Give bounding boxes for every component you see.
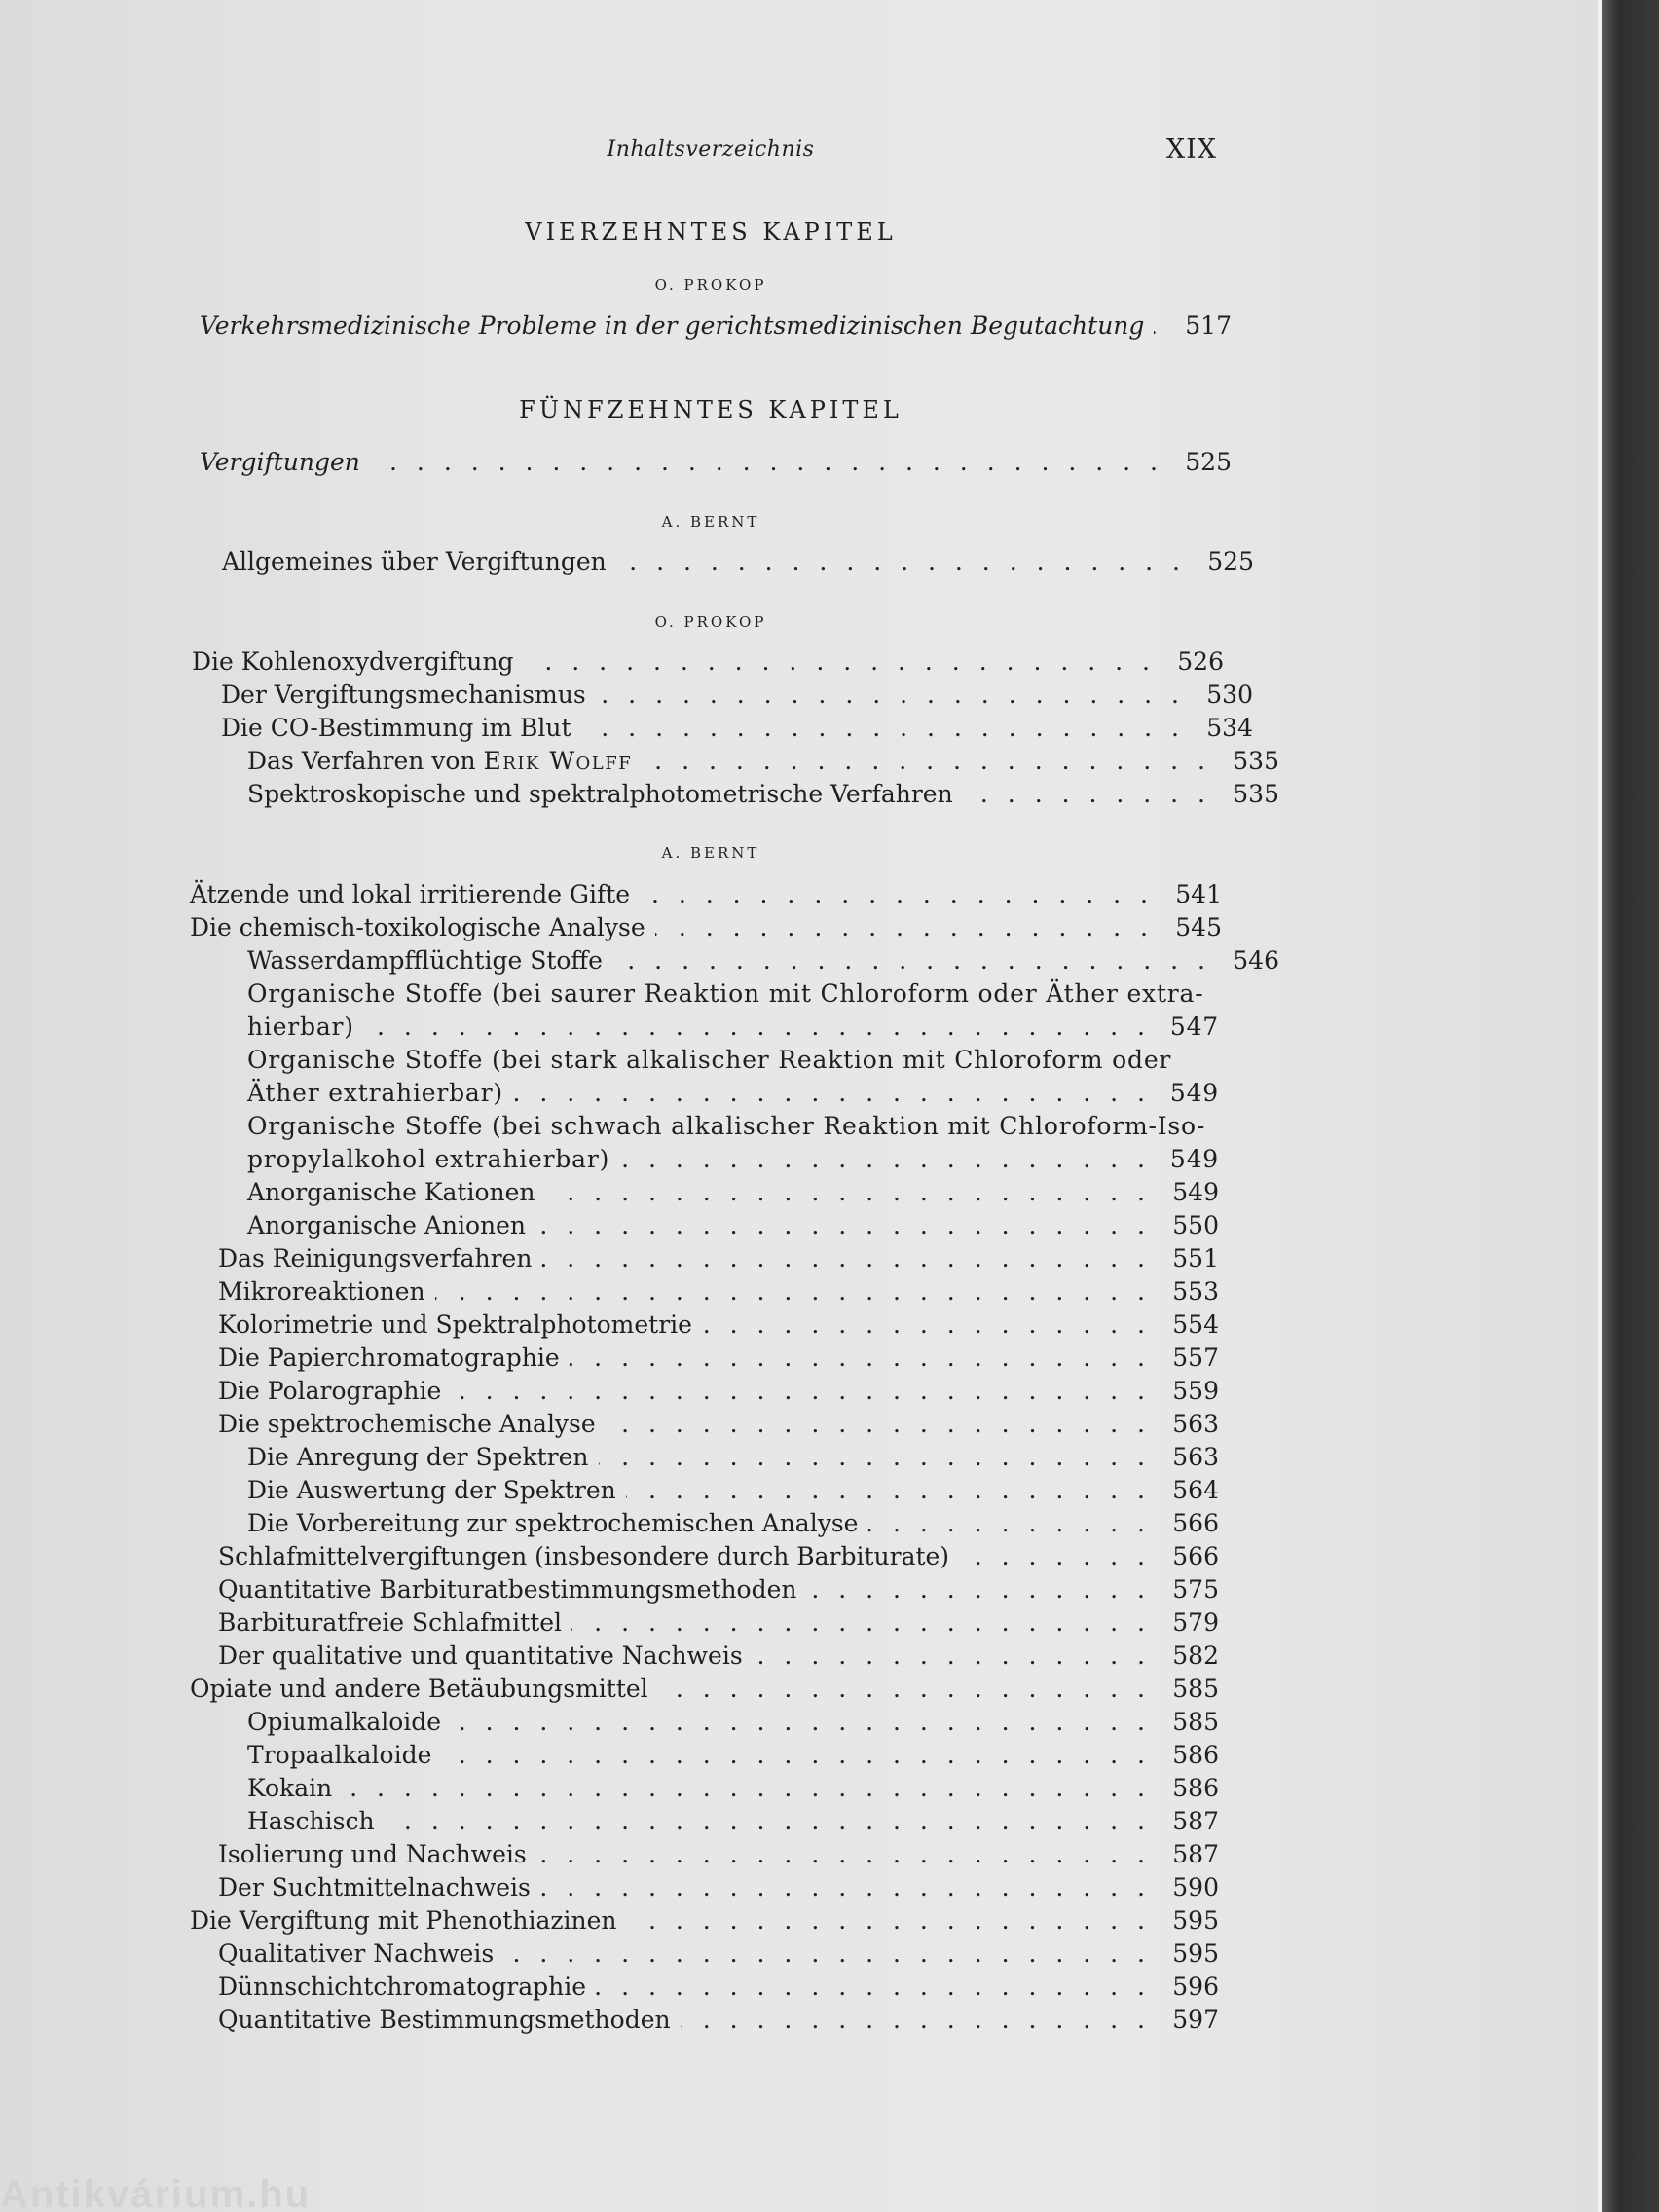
toc-entry-line1: Organische Stoffe (bei schwach alkalischer Reaktion mit Chloroform-Iso- — [247, 1112, 1206, 1140]
toc-entry-title: Die Vergiftung mit Phenothiazinen — [190, 1906, 617, 1935]
toc-entry-title: Spektroskopische und spektralphotometrische Verfahren — [247, 780, 953, 808]
toc-entry-title: Quantitative Bestimmungsmethoden — [218, 2006, 671, 2034]
toc-entry — [218, 1871, 1219, 1904]
toc-entry-title: Tropaalkaloide — [247, 1741, 432, 1769]
toc-entry-title: Die Kohlenoxydvergiftung — [192, 647, 514, 676]
toc-entry — [247, 1176, 1219, 1209]
section-author: A. BERNT — [661, 844, 760, 862]
toc-entry — [218, 1275, 1219, 1309]
toc-entry-page: 582 — [1172, 1641, 1219, 1670]
toc-entry-title: Haschisch — [247, 1807, 375, 1835]
toc-entry-title: Die CO-Bestimmung im Blut — [221, 714, 571, 742]
toc-entry-title: Quantitative Barbituratbestimmungsmethoden — [218, 1575, 797, 1604]
toc-entry-page: 525 — [1185, 448, 1232, 476]
toc-entry-page: 586 — [1172, 1741, 1219, 1769]
toc-entry — [218, 1408, 1219, 1441]
toc-entry — [247, 1474, 1219, 1507]
toc-entry-page: 563 — [1172, 1410, 1219, 1438]
toc-entry — [190, 911, 1222, 944]
toc-entry-page: 587 — [1172, 1807, 1219, 1835]
page-edge-shadow — [1602, 0, 1659, 2212]
toc-entry — [247, 1143, 1219, 1176]
toc-entry-page: 535 — [1233, 747, 1279, 775]
toc-entry-title: Anorganische Kationen — [247, 1178, 535, 1206]
toc-entry-page: 595 — [1172, 1906, 1219, 1935]
toc-entry-page: 549 — [1169, 1079, 1219, 1107]
toc-entry — [218, 1573, 1219, 1606]
toc-entry-title: Das Reinigungsverfahren — [218, 1244, 533, 1272]
toc-entry-line1: Organische Stoffe (bei saurer Reaktion mit Chloroform oder Äther extra- — [247, 979, 1204, 1008]
toc-entry-page: 547 — [1169, 1013, 1219, 1041]
toc-entry-page: 590 — [1172, 1873, 1219, 1901]
toc-entry-page: 557 — [1172, 1344, 1219, 1372]
toc-entry-title: propylalkohol extrahierbar) — [247, 1145, 610, 1173]
toc-entry-page: 564 — [1172, 1476, 1219, 1504]
toc-entry-page: 554 — [1172, 1310, 1219, 1339]
toc-entry-title: Anorganische Anionen — [247, 1211, 527, 1239]
toc-entry — [247, 1706, 1219, 1739]
toc-entry — [190, 878, 1222, 911]
toc-entry-title: Die Auswertung der Spektren — [247, 1476, 616, 1504]
toc-entry-page: 551 — [1172, 1244, 1219, 1272]
toc-entry — [247, 1077, 1219, 1110]
chapter-heading-15: FÜNFZEHNTES KAPITEL — [519, 396, 903, 424]
page-number: XIX — [1165, 134, 1217, 165]
toc-entry-title: Allgemeines über Vergiftungen — [222, 547, 607, 575]
toc-entry-page: 545 — [1175, 913, 1222, 941]
toc-entry-page: 596 — [1172, 1972, 1219, 2001]
toc-entry-title: Der Suchtmittelnachweis — [218, 1873, 531, 1901]
toc-entry — [190, 1673, 1219, 1706]
toc-entry-page: 535 — [1233, 780, 1279, 808]
toc-entry — [247, 1739, 1219, 1772]
toc-entry — [247, 944, 1279, 977]
toc-entry — [218, 1640, 1219, 1673]
toc-entry — [218, 1242, 1219, 1275]
toc-entry-title: Kokain — [247, 1774, 333, 1802]
toc-entry-title: Schlafmittelvergiftungen (insbesondere durch Barbiturate) — [218, 1542, 950, 1570]
toc-entry-page: 585 — [1172, 1675, 1219, 1703]
toc-entry-page: 575 — [1172, 1575, 1219, 1604]
toc-entry — [218, 1971, 1219, 2004]
toc-entry-title: Kolorimetrie und Spektralphotometrie — [218, 1310, 692, 1339]
toc-entry-title: Die spektrochemische Analyse — [218, 1410, 596, 1438]
toc-entry-title: Opiumalkaloide — [247, 1708, 442, 1736]
toc-entry-title: Das Verfahren von Erik Wolff — [247, 747, 633, 775]
toc-entry-title: Dünnschichtchromatographie — [218, 1972, 586, 2001]
toc-entry — [218, 1937, 1219, 1971]
toc-entry-page: 525 — [1207, 547, 1254, 575]
toc-entry-title: Die chemisch-toxikologische Analyse — [190, 913, 645, 941]
toc-entry-page: 585 — [1172, 1708, 1219, 1736]
toc-entry-page: 563 — [1172, 1443, 1219, 1471]
toc-entry-page: 595 — [1172, 1939, 1219, 1968]
toc-entry-title: Isolierung und Nachweis — [218, 1840, 527, 1868]
toc-entry-title: Äther extrahierbar) — [247, 1079, 503, 1107]
toc-entry — [247, 1772, 1219, 1805]
toc-entry — [222, 545, 1254, 578]
toc-entry — [200, 310, 1232, 343]
toc-entry — [247, 1011, 1219, 1044]
toc-entry — [192, 645, 1224, 679]
toc-entry-page: 541 — [1175, 880, 1222, 908]
toc-entry-title: Der qualitative und quantitative Nachweis — [218, 1641, 743, 1670]
toc-entry — [218, 1309, 1219, 1342]
section-author: O. PROKOP — [654, 613, 767, 631]
toc-entry — [247, 1209, 1219, 1242]
toc-entry — [218, 1342, 1219, 1375]
toc-entry — [218, 1375, 1219, 1408]
toc-entry-page: 579 — [1172, 1608, 1219, 1637]
toc-entry-title: Vergiftungen — [200, 448, 360, 476]
toc-entry-page: 530 — [1206, 681, 1253, 709]
toc-entry-page: 597 — [1172, 2006, 1219, 2034]
toc-entry-title: Ätzende und lokal irritierende Gifte — [190, 880, 631, 908]
chapter-author: O. PROKOP — [654, 276, 767, 294]
toc-entry-title: Qualitativer Nachweis — [218, 1939, 495, 1968]
toc-entry-page: 546 — [1233, 946, 1279, 975]
section-author: A. BERNT — [661, 513, 760, 531]
toc-entry-title: Die Anregung der Spektren — [247, 1443, 589, 1471]
toc-entry-page: 550 — [1172, 1211, 1219, 1239]
person-name: Erik Wolff — [483, 747, 633, 775]
toc-entry-page: 549 — [1169, 1145, 1219, 1173]
toc-entry — [221, 712, 1253, 745]
toc-entry — [247, 1805, 1219, 1838]
toc-entry-title: Opiate und andere Betäubungsmittel — [190, 1675, 648, 1703]
toc-entry — [218, 1838, 1219, 1871]
running-title: Inhaltsverzeichnis — [607, 137, 815, 162]
toc-entry — [247, 1507, 1219, 1540]
watermark: Antikvárium.hu — [0, 2177, 312, 2212]
toc-entry-title: Die Vorbereitung zur spektrochemischen Analyse — [247, 1509, 859, 1537]
toc-entry-page: 559 — [1172, 1377, 1219, 1405]
toc-entry-title: Die Papierchromatographie — [218, 1344, 560, 1372]
toc-entry — [247, 778, 1279, 811]
toc-entry — [247, 1441, 1219, 1474]
toc-entry-page: 553 — [1172, 1277, 1219, 1306]
toc-entry-page: 526 — [1177, 647, 1224, 676]
toc-entry-page: 517 — [1185, 312, 1232, 340]
toc-entry-title: Mikroreaktionen — [218, 1277, 425, 1306]
toc-entry — [200, 446, 1232, 479]
toc-entry-page: 566 — [1172, 1542, 1219, 1570]
toc-entry — [218, 1606, 1219, 1640]
toc-entry-title: Barbituratfreie Schlafmittel — [218, 1608, 562, 1637]
toc-entry — [218, 2004, 1219, 2037]
toc-entry-page: 566 — [1172, 1509, 1219, 1537]
toc-entry-title: Die Polarographie — [218, 1377, 442, 1405]
toc-entry-page: 549 — [1172, 1178, 1219, 1206]
toc-entry-title: hierbar) — [247, 1013, 354, 1041]
toc-entry-title: Der Vergiftungsmechanismus — [221, 681, 586, 709]
toc-entry-title: Wasserdampfflüchtige Stoffe — [247, 946, 603, 975]
toc-entry-title: Verkehrsmedizinische Probleme in der gerichtsmedizinischen Begutachtung — [200, 312, 1145, 340]
toc-entry — [190, 1904, 1219, 1937]
toc-entry-page: 534 — [1206, 714, 1253, 742]
toc-entry — [218, 1540, 1219, 1573]
chapter-heading-14: VIERZEHNTES KAPITEL — [525, 218, 897, 245]
toc-entry — [247, 745, 1279, 778]
toc-entry-line1: Organische Stoffe (bei stark alkalischer Reaktion mit Chloroform oder — [247, 1046, 1172, 1074]
toc-entry — [221, 679, 1253, 712]
toc-entry-page: 587 — [1172, 1840, 1219, 1868]
toc-entry-page: 586 — [1172, 1774, 1219, 1802]
